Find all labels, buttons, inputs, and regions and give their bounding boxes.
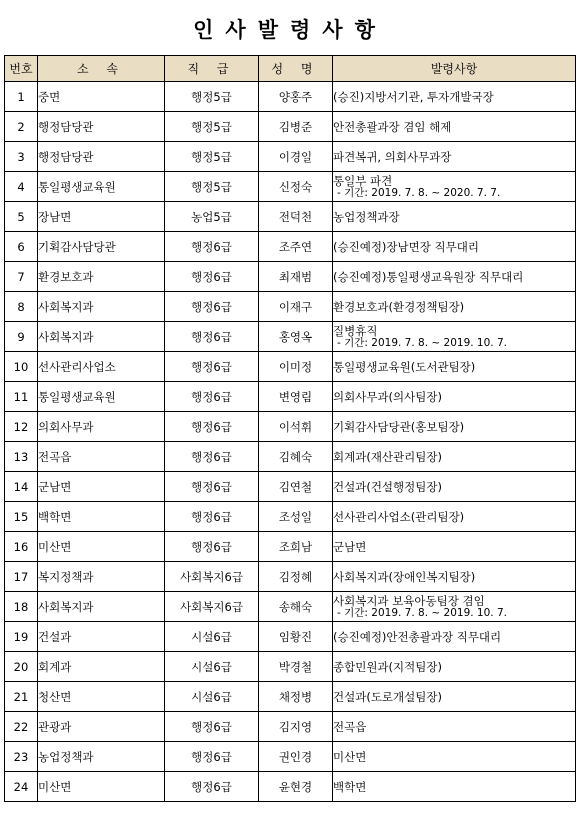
row-detail-text: 전곡읍 (333, 719, 367, 734)
row-grade: 행정6급 (165, 292, 259, 322)
row-number: 15 (5, 502, 38, 532)
row-number: 6 (5, 232, 38, 262)
row-detail (333, 472, 576, 502)
row-department: 회계과 (38, 652, 165, 682)
row-department: 복지정책과 (38, 562, 165, 592)
row-number: 12 (5, 412, 38, 442)
row-grade: 행정6급 (165, 712, 259, 742)
row-department: 농업정책과 (38, 742, 165, 772)
table-row (5, 412, 576, 442)
table-row (5, 202, 576, 232)
row-department: 통일평생교육원 (38, 382, 165, 412)
table-row (5, 502, 576, 532)
row-detail-text: (승진예정)안전총괄과장 직무대리 (333, 629, 502, 644)
table-row (5, 232, 576, 262)
row-number: 1 (5, 82, 38, 112)
row-department: 장남면 (38, 202, 165, 232)
row-detail-text: 선사관리사업소(관리팀장) (333, 509, 465, 524)
row-number: 22 (5, 712, 38, 742)
row-detail-text: 파견복귀, 의회사무과장 (333, 149, 452, 164)
row-name: 김연철 (259, 472, 333, 502)
row-grade: 행정6급 (165, 772, 259, 802)
row-detail (333, 682, 576, 712)
row-number: 2 (5, 112, 38, 142)
row-number: 16 (5, 532, 38, 562)
table-row (5, 112, 576, 142)
row-grade: 행정6급 (165, 382, 259, 412)
row-grade: 시설6급 (165, 682, 259, 712)
row-detail (333, 142, 576, 172)
row-detail-text: 사회복지과 보육아동팀장 겸임 (333, 593, 485, 608)
row-number: 5 (5, 202, 38, 232)
row-number: 23 (5, 742, 38, 772)
row-department: 사회복지과 (38, 322, 165, 352)
row-name: 김지영 (259, 712, 333, 742)
row-detail-text: 군남면 (333, 539, 367, 554)
row-number: 10 (5, 352, 38, 382)
row-department: 미산면 (38, 532, 165, 562)
header-grade: 직 급 (165, 56, 259, 82)
row-detail-text: 의회사무과(의사팀장) (333, 389, 442, 404)
row-name: 조희남 (259, 532, 333, 562)
row-department: 미산면 (38, 772, 165, 802)
row-detail (333, 112, 576, 142)
row-detail (333, 712, 576, 742)
row-grade: 행정6급 (165, 352, 259, 382)
header-dept: 소 속 (38, 56, 165, 82)
row-detail (333, 262, 576, 292)
row-number: 20 (5, 652, 38, 682)
table-row (5, 442, 576, 472)
row-grade: 행정6급 (165, 442, 259, 472)
row-detail-text: 사회복지과(장애인복지팀장) (333, 569, 476, 584)
row-grade: 행정6급 (165, 232, 259, 262)
row-name: 이재구 (259, 292, 333, 322)
row-grade: 행정6급 (165, 322, 259, 352)
appointment-table (4, 55, 576, 802)
row-name: 조주연 (259, 232, 333, 262)
row-grade: 행정6급 (165, 742, 259, 772)
row-grade: 행정6급 (165, 412, 259, 442)
row-department: 선사관리사업소 (38, 352, 165, 382)
row-name: 윤현경 (259, 772, 333, 802)
row-detail-period: - 기간: 2019. 7. 8. ~ 2020. 7. 7. (337, 186, 501, 199)
row-name: 권인경 (259, 742, 333, 772)
row-grade: 행정5급 (165, 112, 259, 142)
row-detail (333, 412, 576, 442)
row-detail-text: 회계과(재산관리팀장) (333, 449, 442, 464)
row-department: 행정담당관 (38, 142, 165, 172)
row-name: 채정병 (259, 682, 333, 712)
table-row (5, 682, 576, 712)
row-department: 의회사무과 (38, 412, 165, 442)
row-department: 중면 (38, 82, 165, 112)
row-detail (333, 532, 576, 562)
row-detail (333, 652, 576, 682)
row-name: 송해숙 (259, 592, 333, 622)
row-detail-text: 백학면 (333, 779, 367, 794)
row-grade: 사회복지6급 (165, 592, 259, 622)
table-row (5, 532, 576, 562)
table-row (5, 592, 576, 622)
row-department: 청산면 (38, 682, 165, 712)
header-detail: 발령사항 (333, 56, 576, 82)
row-name: 조성일 (259, 502, 333, 532)
table-row (5, 322, 576, 352)
row-name: 김병준 (259, 112, 333, 142)
row-detail-text: (승진)지방서기관, 투자개발국장 (333, 89, 494, 104)
row-grade: 행정6급 (165, 502, 259, 532)
row-detail-text: (승진예정)장남면장 직무대리 (333, 239, 479, 254)
table-row (5, 172, 576, 202)
row-grade: 시설6급 (165, 652, 259, 682)
row-detail-text: (승진예정)통일평생교육원장 직무대리 (333, 269, 524, 284)
row-detail-text: 기획감사담당관(홍보팀장) (333, 419, 465, 434)
row-name: 김정혜 (259, 562, 333, 592)
row-department: 전곡읍 (38, 442, 165, 472)
row-grade: 행정5급 (165, 82, 259, 112)
table-row (5, 382, 576, 412)
row-number: 17 (5, 562, 38, 592)
row-detail (333, 442, 576, 472)
row-detail (333, 202, 576, 232)
row-detail (333, 292, 576, 322)
row-detail-text: 농업정책과장 (333, 209, 400, 224)
row-detail-text: 통일평생교육원(도서관팀장) (333, 359, 476, 374)
table-row (5, 472, 576, 502)
row-detail-text: 안전총괄과장 겸임 해제 (333, 119, 452, 134)
table-row (5, 652, 576, 682)
row-department: 백학면 (38, 502, 165, 532)
row-grade: 행정5급 (165, 172, 259, 202)
row-detail (333, 562, 576, 592)
table-row (5, 262, 576, 292)
row-detail (333, 742, 576, 772)
row-detail-period: - 기간: 2019. 7. 8. ~ 2019. 10. 7. (337, 606, 507, 619)
row-department: 기획감사담당관 (38, 232, 165, 262)
table-row (5, 622, 576, 652)
row-detail (333, 502, 576, 532)
table-body (5, 82, 576, 802)
row-detail-text: 종합민원과(지적팀장) (333, 659, 442, 674)
row-number: 9 (5, 322, 38, 352)
row-grade: 행정5급 (165, 142, 259, 172)
row-department: 사회복지과 (38, 292, 165, 322)
row-grade: 행정6급 (165, 472, 259, 502)
row-grade: 행정6급 (165, 262, 259, 292)
row-name: 신정숙 (259, 172, 333, 202)
row-number: 7 (5, 262, 38, 292)
row-name: 홍영옥 (259, 322, 333, 352)
table-row (5, 742, 576, 772)
row-grade: 사회복지6급 (165, 562, 259, 592)
row-name: 김혜숙 (259, 442, 333, 472)
row-detail (333, 322, 576, 352)
row-name: 이석휘 (259, 412, 333, 442)
row-name: 이미정 (259, 352, 333, 382)
table-header-row (5, 56, 576, 82)
row-grade: 시설6급 (165, 622, 259, 652)
row-department: 행정담당관 (38, 112, 165, 142)
table-row (5, 562, 576, 592)
row-number: 13 (5, 442, 38, 472)
row-number: 21 (5, 682, 38, 712)
row-detail-text: 환경보호과(환경정책팀장) (333, 299, 465, 314)
row-detail (333, 352, 576, 382)
row-name: 박경철 (259, 652, 333, 682)
row-number: 8 (5, 292, 38, 322)
row-detail (333, 622, 576, 652)
table-row (5, 712, 576, 742)
row-number: 14 (5, 472, 38, 502)
row-department: 건설과 (38, 622, 165, 652)
row-name: 최재범 (259, 262, 333, 292)
row-detail-text: 미산면 (333, 749, 367, 764)
row-grade: 농업5급 (165, 202, 259, 232)
table-row (5, 352, 576, 382)
row-detail (333, 232, 576, 262)
row-grade: 행정6급 (165, 532, 259, 562)
table-row (5, 82, 576, 112)
row-department: 사회복지과 (38, 592, 165, 622)
row-number: 19 (5, 622, 38, 652)
row-detail-text: 통일부 파견 (333, 173, 393, 188)
row-detail (333, 772, 576, 802)
row-detail-text: 건설과(건설행정팀장) (333, 479, 442, 494)
row-number: 24 (5, 772, 38, 802)
row-detail (333, 382, 576, 412)
table-row (5, 142, 576, 172)
row-department: 환경보호과 (38, 262, 165, 292)
row-department: 관광과 (38, 712, 165, 742)
row-department: 통일평생교육원 (38, 172, 165, 202)
row-detail-period: - 기간: 2019. 7. 8. ~ 2019. 10. 7. (337, 336, 507, 349)
header-no: 번호 (5, 56, 38, 82)
page-title: 인사발령사항 (193, 17, 387, 42)
row-name: 임황진 (259, 622, 333, 652)
row-number: 18 (5, 592, 38, 622)
row-detail (333, 592, 576, 622)
row-detail (333, 172, 576, 202)
row-detail (333, 82, 576, 112)
row-number: 11 (5, 382, 38, 412)
row-department: 군남면 (38, 472, 165, 502)
row-number: 3 (5, 142, 38, 172)
header-name: 성 명 (259, 56, 333, 82)
table-row (5, 772, 576, 802)
row-name: 변영림 (259, 382, 333, 412)
row-name: 이경일 (259, 142, 333, 172)
row-detail-text: 건설과(도로개설팀장) (333, 689, 442, 704)
row-name: 양홍주 (259, 82, 333, 112)
row-detail-text: 질병휴직 (333, 323, 378, 338)
row-name: 전덕천 (259, 202, 333, 232)
table-row (5, 292, 576, 322)
row-number: 4 (5, 172, 38, 202)
